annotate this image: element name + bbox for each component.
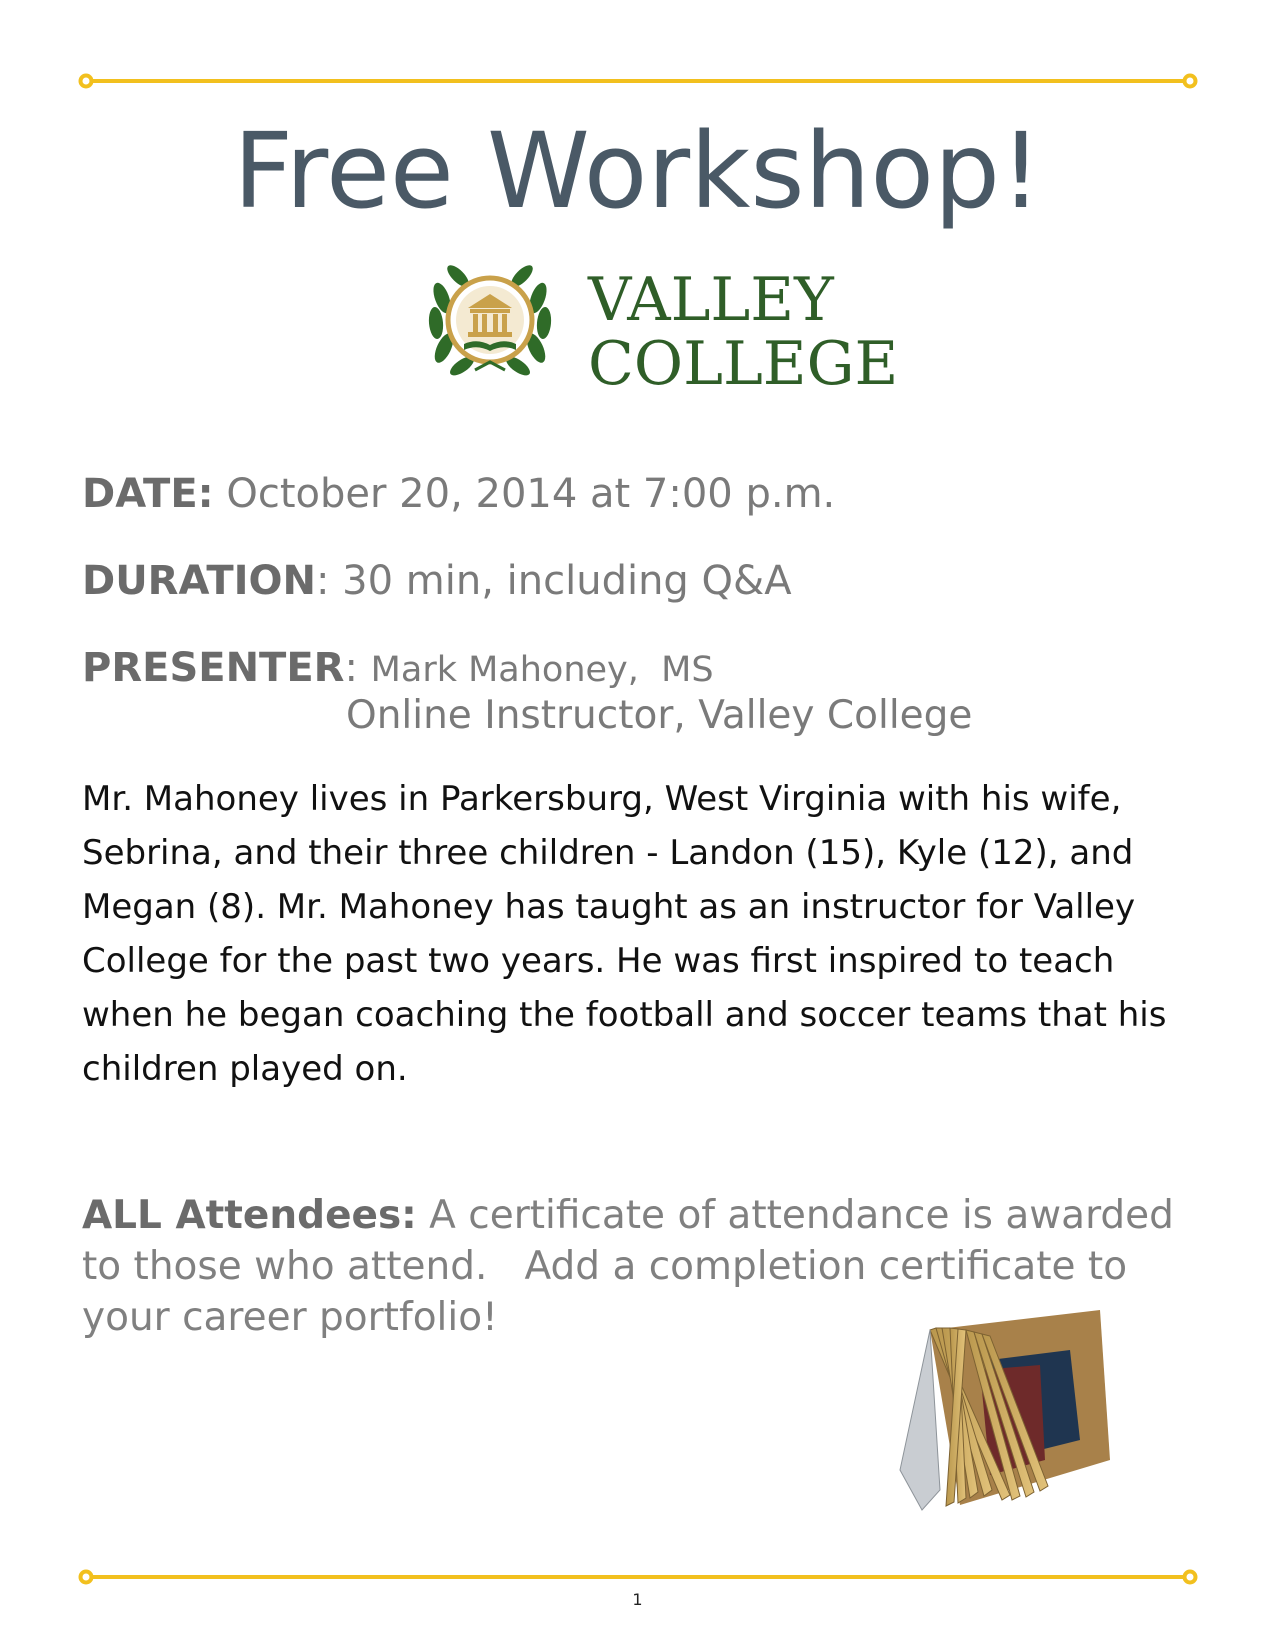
duration-field (82, 557, 792, 605)
presenter-field (82, 644, 714, 694)
top-divider (78, 72, 1198, 90)
logo-line-1: VALLEY (588, 265, 834, 335)
bottom-divider (78, 1568, 1198, 1586)
valley-college-logo (430, 258, 899, 399)
presenter-title: Online Instructor, Valley College (346, 693, 973, 738)
presenter-label: PRESENTER (82, 645, 345, 691)
portfolio-folder-icon (870, 1310, 1140, 1515)
presenter-separator: : (344, 645, 371, 691)
presenter-name: Mark Mahoney, MS (370, 650, 714, 690)
date-label: DATE: (82, 471, 214, 517)
duration-label: DURATION (82, 558, 316, 604)
attendees-label: ALL Attendees: (82, 1193, 417, 1238)
logo-wordmark (588, 265, 899, 399)
college-crest-icon (420, 248, 560, 388)
date-field (82, 470, 835, 518)
page-number: 1 (632, 1590, 643, 1609)
attendees-text: A certificate of attendance is awarded to those who attend. Add a completion certificate to your career portfolio! (82, 1193, 1187, 1340)
duration-value: : 30 min, including Q&A (315, 558, 792, 604)
presenter-bio: Mr. Mahoney lives in Parkersburg, West Virginia with his wife, Sebrina, and their three children - Landon (15), Kyle (12), and Megan (8). Mr. Mahoney has taught as an instructor for Valley College for the past two years. He was first inspired to teach when he began coaching the football and soccer teams that his children played on. (82, 779, 1167, 1089)
logo-line-2: COLLEGE (588, 329, 899, 399)
page-title: Free Workshop! (233, 110, 1042, 232)
date-value: October 20, 2014 at 7:00 p.m. (226, 471, 836, 517)
